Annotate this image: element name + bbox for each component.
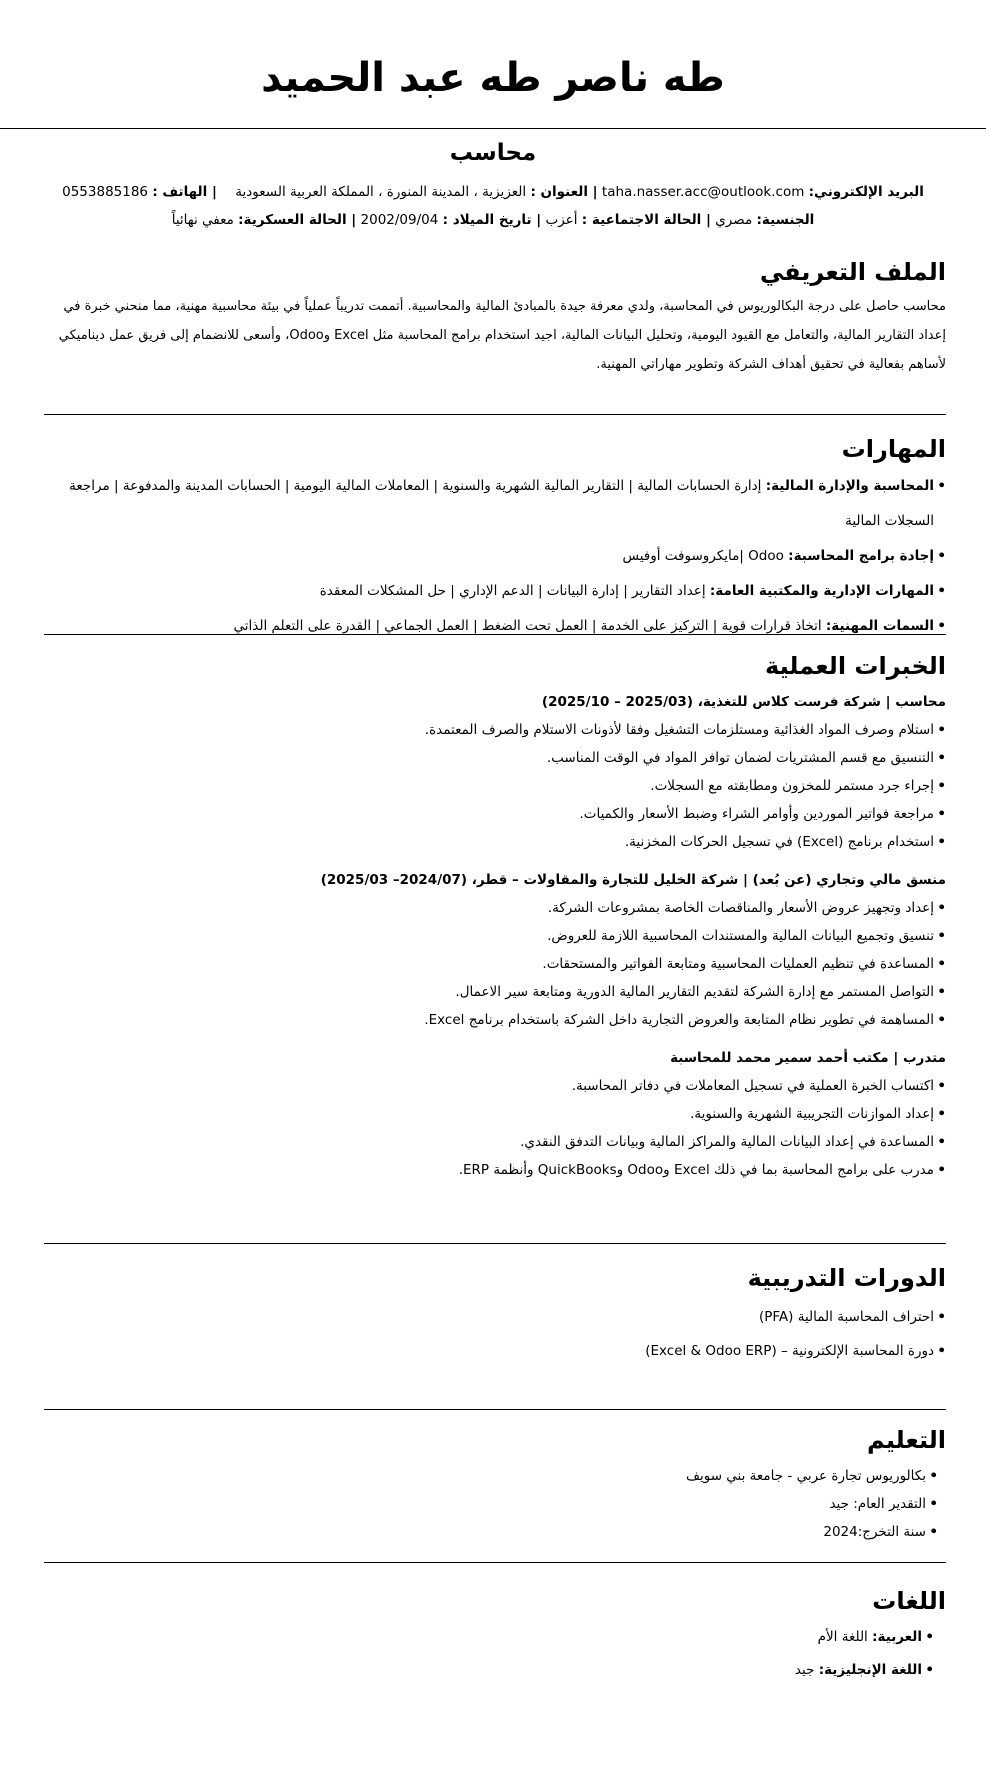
list-item [44,539,946,574]
separator: | [346,212,357,228]
education-list [44,1462,938,1546]
job-heading: متدرب | مكتب أحمد سمير محمد للمحاسبة [670,1050,946,1066]
nationality-label: الجنسية: [756,212,815,228]
list-item: • بكالوريوس تجارة عربي - جامعة بني سويف [44,1462,938,1490]
list-item: • تنسيق وتجميع البيانات المالية والمستندات المحاسبية اللازمة للعروض. [44,922,946,950]
section-divider [44,1409,946,1410]
education-section [44,1424,946,1546]
language-label: العربية: [872,1629,922,1645]
list-item: • إعداد وتجهيز عروض الأسعار والمناقصات الخاصة بمشروعات الشركة. [44,894,946,922]
languages-section [44,1585,946,1687]
address-label: العنوان : [530,184,588,200]
header-divider [0,128,986,129]
language-label: اللغة الإنجليزية: [818,1662,922,1678]
list-item: • التقدير العام: جيد [44,1490,938,1518]
profile-text: محاسب حاصل على درجة البكالوريوس في المحاسبة، ولدي معرفة جيدة بالمبادئ المالية والمحاسبية. أتممت تدريباً عملياً في بيئة محاسبية مهنية، مما منحني خبرة في إعداد التقارير المالية، والتعامل مع القيود اليومية، وتحليل البيانات المالية، اجيد استخدام برامج المحاسبة مثل Excel وOdoo، وأسعى للانضمام إلى فريق عمل ديناميكي لأساهم بفعالية في تحقيق أهداف الشركة وتطوير مهاراتي المهنية. [58,299,946,372]
email-value: taha.nasser.acc@outlook.com [601,184,805,200]
list-item [44,609,946,644]
job-tasks [44,1072,946,1184]
phone-value: 0553885186 [62,184,149,200]
birthdate-label: تاريخ الميلاد : [442,212,532,228]
skills-list [44,469,946,644]
contact-info [0,178,986,234]
experience-section [44,650,946,1184]
candidate-name: طه ناصر طه عبد الحميد [261,55,725,101]
list-item [44,1621,934,1654]
list-item: • المساعدة في تنظيم العمليات المحاسبية ومتابعة الفواتير والمستحقات. [44,950,946,978]
job-title: محاسب [449,140,537,166]
list-item: • استخدام برنامج (Excel) في تسجيل الحركات المخزنية. [44,828,946,856]
skill-value: Odoo |مايكروسوفت أوفيس [622,548,784,564]
skill-label: السمات المهنية: [825,618,934,634]
birthdate-value: 2002/09/04 [360,212,439,228]
separator: | [207,184,231,200]
profile-title: الملف التعريفي [759,258,946,286]
separator: | [701,212,711,228]
contact-line-1 [0,178,986,206]
language-level: جيد [794,1662,815,1678]
contact-line-2 [0,206,986,234]
skill-label: إجادة برامج المحاسبة: [788,548,934,564]
courses-title: الدورات التدريبية [747,1264,946,1292]
languages-list [44,1621,934,1687]
separator: | [587,184,598,200]
profile-section [44,256,946,379]
languages-title: اللغات [872,1587,946,1615]
language-level: اللغة الأم [817,1629,868,1645]
skills-section [44,433,946,644]
separator: | [531,212,542,228]
nationality-value: مصري [715,212,753,228]
courses-list [44,1300,946,1368]
section-divider [44,1562,946,1563]
job-tasks [44,716,946,856]
skill-value: اتخاذ قرارات قوية | التركيز على الخدمة | العمل تحت الضغط | العمل الجماعي | القدرة على التعلم الذاتي [233,618,822,634]
skill-value: إعداد التقارير | إدارة البيانات | الدعم الإداري | حل المشكلات المعقدة [319,583,706,599]
list-item: • دورة المحاسبة الإلكترونية – (Excel & Odoo ERP) [44,1334,946,1368]
experience-title: الخبرات العملية [765,652,946,680]
email-label: البريد الإلكتروني: [808,184,924,200]
list-item [44,574,946,609]
job-tasks [44,894,946,1034]
military-value: معفي نهائياً [171,212,234,228]
list-item: • إعداد الموازنات التجريبية الشهرية والسنوية. [44,1100,946,1128]
list-item [44,1654,934,1687]
military-label: الحالة العسكرية: [238,212,347,228]
list-item: • سنة التخرج:2024 [44,1518,938,1546]
marital-label: الحالة الاجتماعية : [581,212,702,228]
list-item: • استلام وصرف المواد الغذائية ومستلزمات التشغيل وفقا لأذونات الاستلام والصرف المعتمدة. [44,716,946,744]
list-item: • احتراف المحاسبة المالية (PFA) [44,1300,946,1334]
list-item: • التنسيق مع قسم المشتريات لضمان توافر المواد في الوقت المناسب. [44,744,946,772]
list-item: • اكتساب الخبرة العملية في تسجيل المعاملات في دفاتر المحاسبة. [44,1072,946,1100]
courses-section [44,1262,946,1368]
education-title: التعليم [867,1426,946,1454]
address-value: العزيزية ، المدينة المنورة ، المملكة العربية السعودية [235,184,527,200]
marital-value: أعزب [545,212,578,228]
skill-value: إدارة الحسابات المالية | التقارير المالية الشهرية والسنوية | المعاملات المالية اليومية | الحسابات المدينة والمدفوعة | مراجعة السجلات المالية [69,478,934,529]
list-item: • إجراء جرد مستمر للمخزون ومطابقته مع السجلات. [44,772,946,800]
skill-label: المحاسبة والإدارة المالية: [765,478,934,494]
list-item: • التواصل المستمر مع إدارة الشركة لتقديم التقارير المالية الدورية ومتابعة سير الاعمال. [44,978,946,1006]
job-heading: منسق مالي وتجاري (عن بُعد) | شركة الخليل للتجارة والمقاولات – قطر، (2024/07– 2025/03) [320,872,946,888]
skill-label: المهارات الإدارية والمكتبية العامة: [709,583,934,599]
phone-label: الهاتف : [152,184,208,200]
skills-title: المهارات [841,435,946,463]
list-item: • مراجعة فواتير الموردين وأوامر الشراء وضبط الأسعار والكميات. [44,800,946,828]
list-item: • مدرب على برامج المحاسبة بما في ذلك Excel وOdoo وQuickBooks وأنظمة ERP. [44,1156,946,1184]
section-divider [44,414,946,415]
list-item: • المساهمة في تطوير نظام المتابعة والعروض التجارية داخل الشركة باستخدام برنامج Excel. [44,1006,946,1034]
section-divider [44,634,946,635]
list-item: • المساعدة في إعداد البيانات المالية والمراكز المالية وبيانات التدفق النقدي. [44,1128,946,1156]
job-heading: محاسب | شركة فرست كلاس للتغذية، (2025/03 – 2025/10) [541,694,946,710]
list-item [44,469,946,539]
section-divider [44,1243,946,1244]
